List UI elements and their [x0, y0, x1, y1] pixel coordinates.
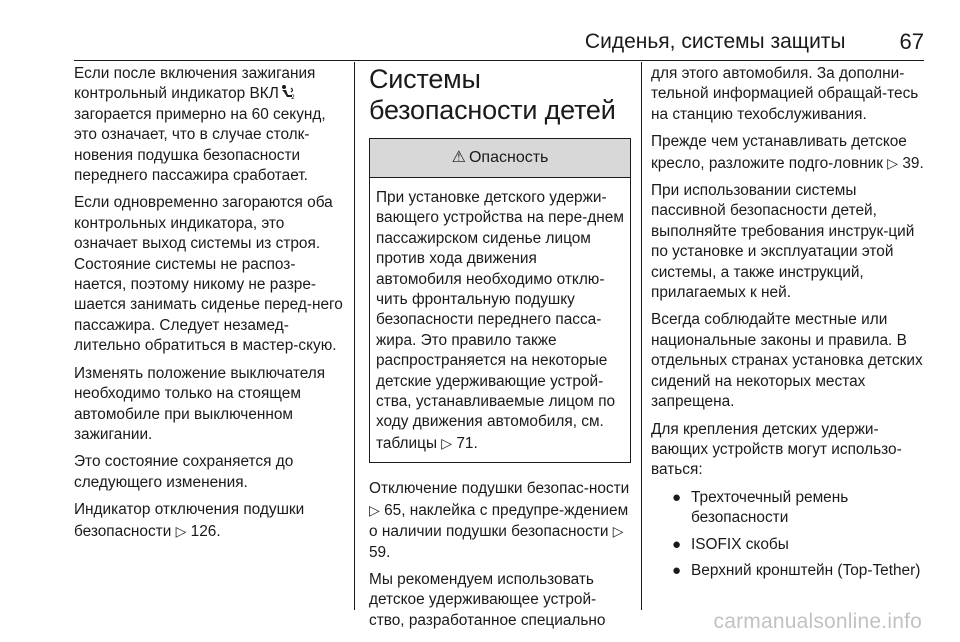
- bullet-list: [651, 488, 927, 582]
- column-divider: [354, 62, 355, 610]
- page-ref-arrow-icon: ▷: [441, 434, 453, 451]
- section-title: Системы безопасности детей: [369, 64, 616, 125]
- paragraph: для этого автомобиля. За дополни-тельной информацией обращай-тесь на станцию техобслуживания.: [651, 65, 919, 123]
- page-ref-arrow-icon: ▷: [887, 154, 899, 171]
- column-divider: [641, 62, 642, 610]
- page-ref-link[interactable]: 59.: [369, 543, 391, 561]
- watermark: carmanualsonline.info: [713, 610, 922, 633]
- page-number: 67: [899, 29, 924, 54]
- page-ref-arrow-icon: ▷: [612, 523, 624, 540]
- danger-body: При установке детского удержи-вающего устройства на пере-днем пассажирском сиденье лицом против хода движения автомобиля необходимо отклю-чить фронтальную подушку безопасности переднего пасса-жира. Это правило также распространяется на некоторые детские удерживающие устрой-ства, устанавливаемые лицом по ходу движения автомобиля, см. таблицы ▷ 71.: [376, 189, 624, 452]
- page-ref-link[interactable]: 39.: [902, 154, 924, 172]
- list-item: ● ISOFIX скобы: [651, 535, 927, 555]
- airbag-on-indicator-icon: [279, 84, 297, 100]
- page-title: Сиденья, системы защиты: [584, 30, 846, 53]
- danger-notice: [369, 138, 631, 463]
- bullet-icon: ●: [672, 561, 682, 579]
- page-ref-arrow-icon: ▷: [175, 522, 187, 539]
- paragraph: Прежде чем устанавливать детское кресло, разложите подго-ловник ▷ 39.: [651, 133, 924, 172]
- bullet-icon: ●: [672, 488, 682, 506]
- svg-text:2: 2: [290, 94, 295, 101]
- danger-header: ⚠ Опасность: [370, 139, 630, 178]
- paragraph: При использовании системы пассивной безопасности детей, выполняйте требования инструк-ций по установке и эксплуатации этой системы, а также инструкций, прилагаемых к ней.: [651, 182, 915, 302]
- warning-triangle-icon: ⚠: [451, 148, 466, 166]
- column-left: [74, 64, 346, 549]
- list-item: ● Верхний кронштейн (Top-Tether): [651, 561, 927, 581]
- list-item: ● Трехточечный ремень безопасности: [672, 488, 849, 527]
- paragraph: Если после включения зажигания контрольный индикатор ВКЛ 2 загорается примерно на 60 секунд, это означает, что в случае столк-новения подушка безопасности переднего пассажира сработает.: [74, 65, 326, 185]
- paragraph: Всегда соблюдайте местные или национальные законы и правила. В отдельных странах установка детских сидений на некоторых местах запрещена.: [651, 311, 923, 411]
- paragraph: Если одновременно загораются оба контрольных индикатора, это означает выход системы из строя. Состояние системы не распоз-нается, поэтому никому не разре-шается занимать сиденье перед-него пассажира. Следует незамед-лительно обратиться в мастер-скую.: [74, 194, 343, 355]
- paragraph: Индикатор отключения подушки безопасности ▷ 126.: [74, 501, 305, 540]
- paragraph: Отключение подушки безопас-ности ▷ 65, наклейка с предупре-ждением о наличии подушки безопасности ▷ 59.: [369, 480, 630, 561]
- column-right: [651, 64, 927, 587]
- page-ref-link[interactable]: 65: [384, 501, 402, 519]
- column-middle: [369, 64, 631, 638]
- paragraph: Для крепления детских удержи-вающих устройств могут использо-ваться:: [651, 420, 902, 479]
- page-header: [74, 28, 924, 56]
- header-divider: [74, 60, 924, 61]
- page-ref-link[interactable]: 126.: [190, 522, 221, 540]
- paragraph: Это состояние сохраняется до следующего изменения.: [74, 453, 294, 491]
- bullet-icon: ●: [672, 535, 682, 553]
- page-ref-arrow-icon: ▷: [369, 501, 380, 518]
- page-ref-link[interactable]: 71.: [456, 434, 478, 452]
- paragraph: Изменять положение выключателя необходимо только на стоящем автомобиле при выключенном зажигании.: [74, 364, 326, 443]
- paragraph: Мы рекомендуем использовать детское удерживающее устрой-ство, разработанное специально: [369, 570, 606, 629]
